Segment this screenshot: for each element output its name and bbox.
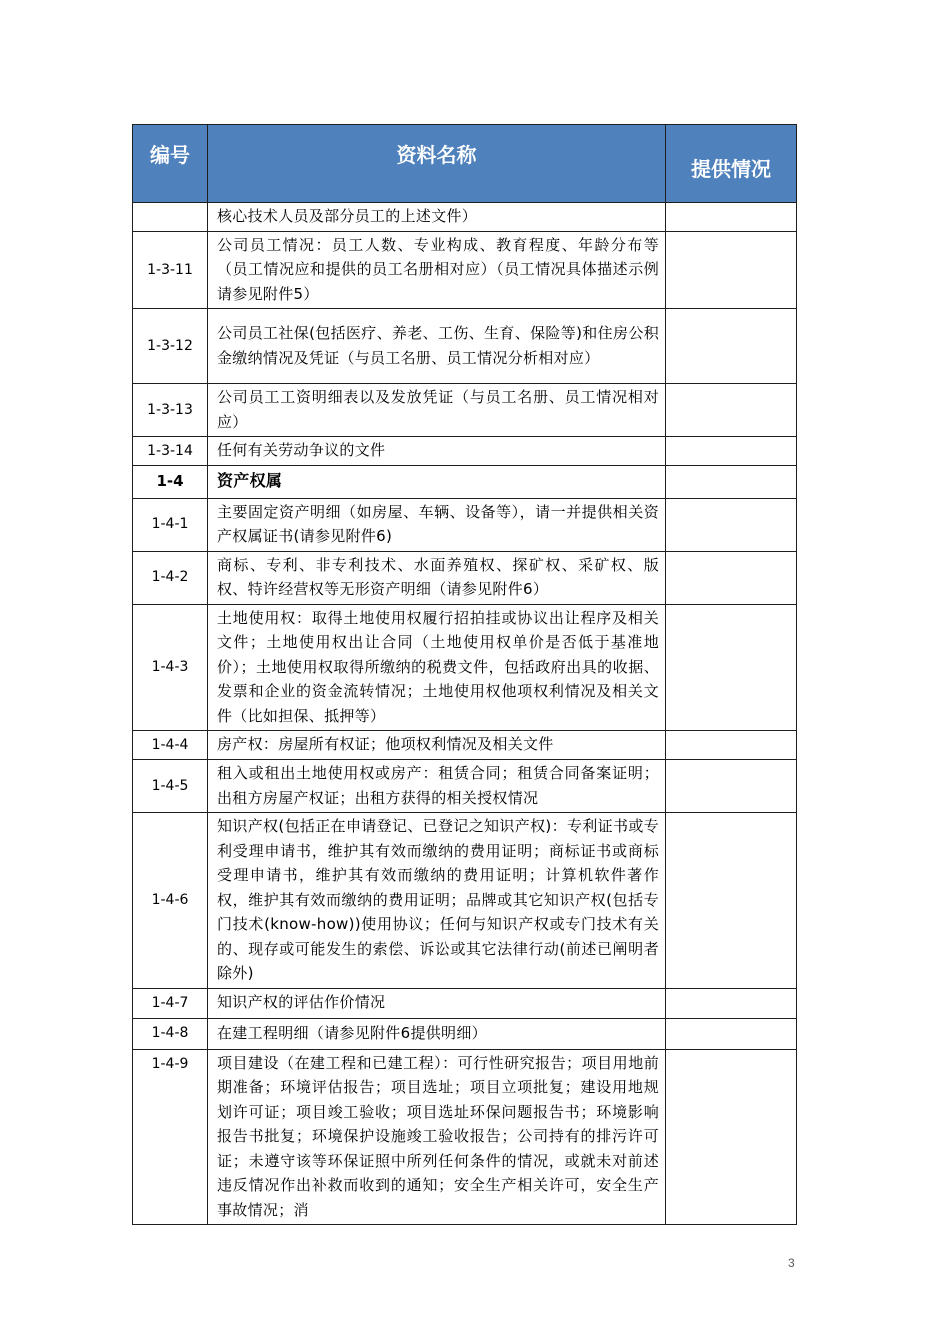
row-code — [133, 203, 208, 232]
table-row — [133, 437, 797, 466]
table-row — [133, 604, 797, 731]
row-code: 1-4 — [133, 465, 208, 498]
row-name: 公司员工社保(包括医疗、养老、工伤、生育、保险等)和住房公积金缴纳情况及凭证（与员工名册、员工情况分析相对应） — [208, 309, 666, 384]
row-status-cell[interactable] — [666, 760, 797, 813]
table-row — [133, 1049, 797, 1225]
row-code: 1-4-5 — [133, 760, 208, 813]
row-name: 在建工程明细（请参见附件6提供明细） — [208, 1018, 666, 1049]
row-status-cell[interactable] — [666, 498, 797, 551]
row-code: 1-4-9 — [133, 1049, 208, 1225]
table-row — [133, 731, 797, 760]
row-status-cell[interactable] — [666, 988, 797, 1018]
row-status-cell[interactable] — [666, 1049, 797, 1225]
header-name: 资料名称 — [208, 125, 666, 203]
row-status-cell[interactable] — [666, 1018, 797, 1049]
row-name: 房产权：房屋所有权证；他项权利情况及相关文件 — [208, 731, 666, 760]
row-code: 1-3-12 — [133, 309, 208, 384]
header-status: 提供情况 — [666, 125, 797, 203]
row-name: 商标、专利、非专利技术、水面养殖权、探矿权、采矿权、版权、特许经营权等无形资产明细（请参见附件6） — [208, 551, 666, 604]
table-row — [133, 988, 797, 1018]
table-body — [133, 203, 797, 1225]
row-status-cell[interactable] — [666, 231, 797, 309]
table-row — [133, 203, 797, 232]
row-status-cell[interactable] — [666, 551, 797, 604]
row-code: 1-4-8 — [133, 1018, 208, 1049]
materials-checklist-table — [132, 124, 797, 1225]
row-status-cell[interactable] — [666, 309, 797, 384]
row-status-cell[interactable] — [666, 384, 797, 437]
row-code: 1-3-13 — [133, 384, 208, 437]
table-row — [133, 813, 797, 989]
table-row — [133, 551, 797, 604]
row-status-cell[interactable] — [666, 437, 797, 466]
table-row — [133, 231, 797, 309]
table-row — [133, 760, 797, 813]
row-code: 1-4-2 — [133, 551, 208, 604]
row-name: 主要固定资产明细（如房屋、车辆、设备等），请一并提供相关资产权属证书(请参见附件6) — [208, 498, 666, 551]
row-code: 1-4-6 — [133, 813, 208, 989]
row-name: 公司员工工资明细表以及发放凭证（与员工名册、员工情况相对应） — [208, 384, 666, 437]
table-header-row — [133, 125, 797, 203]
row-name: 项目建设（在建工程和已建工程）：可行性研究报告；项目用地前期准备；环境评估报告；项目选址；项目立项批复；建设用地规划许可证；项目竣工验收；项目选址环保问题报告书；环境影响报告书批复；环境保护设施竣工验收报告；公司持有的排污许可证；未遵守该等环保证照中所列任何条件的情况，或就未对前述违反情况作出补救而收到的通知；安全生产相关许可，安全生产事故情况；消 — [208, 1049, 666, 1225]
section-title: 资产权属 — [208, 465, 666, 498]
table-row — [133, 498, 797, 551]
row-status-cell[interactable] — [666, 203, 797, 232]
table-row — [133, 1018, 797, 1049]
row-status-cell[interactable] — [666, 604, 797, 731]
table-row — [133, 309, 797, 384]
row-code: 1-4-3 — [133, 604, 208, 731]
row-code: 1-4-4 — [133, 731, 208, 760]
page-number: 3 — [788, 1256, 795, 1270]
row-name: 知识产权(包括正在申请登记、已登记之知识产权)：专利证书或专利受理申请书，维护其有效而缴纳的费用证明；商标证书或商标受理申请书，维护其有效而缴纳的费用证明；计算机软件著作权，维护其有效而缴纳的费用证明；品牌或其它知识产权(包括专门技术(know-how))使用协议；任何与知识产权或专门技术有关的、现存或可能发生的索偿、诉讼或其它法律行动(前述已阐明者除外) — [208, 813, 666, 989]
row-status-cell[interactable] — [666, 813, 797, 989]
row-name: 核心技术人员及部分员工的上述文件） — [208, 203, 666, 232]
table-row — [133, 384, 797, 437]
row-code: 1-4-7 — [133, 988, 208, 1018]
row-code: 1-3-11 — [133, 231, 208, 309]
row-name: 公司员工情况：员工人数、专业构成、教育程度、年龄分布等（员工情况应和提供的员工名册相对应）（员工情况具体描述示例请参见附件5） — [208, 231, 666, 309]
row-status-cell[interactable] — [666, 731, 797, 760]
header-code: 编号 — [133, 125, 208, 203]
row-name: 租入或租出土地使用权或房产：租赁合同；租赁合同备案证明；出租方房屋产权证；出租方获得的相关授权情况 — [208, 760, 666, 813]
row-name: 土地使用权：取得土地使用权履行招拍挂或协议出让程序及相关文件；土地使用权出让合同（土地使用权单价是否低于基准地价）；土地使用权取得所缴纳的税费文件，包括政府出具的收据、发票和企业的资金流转情况；土地使用权他项权利情况及相关文件（比如担保、抵押等） — [208, 604, 666, 731]
row-name: 任何有关劳动争议的文件 — [208, 437, 666, 466]
row-name: 知识产权的评估作价情况 — [208, 988, 666, 1018]
row-code: 1-3-14 — [133, 437, 208, 466]
table-row — [133, 465, 797, 498]
row-code: 1-4-1 — [133, 498, 208, 551]
row-status-cell[interactable] — [666, 465, 797, 498]
